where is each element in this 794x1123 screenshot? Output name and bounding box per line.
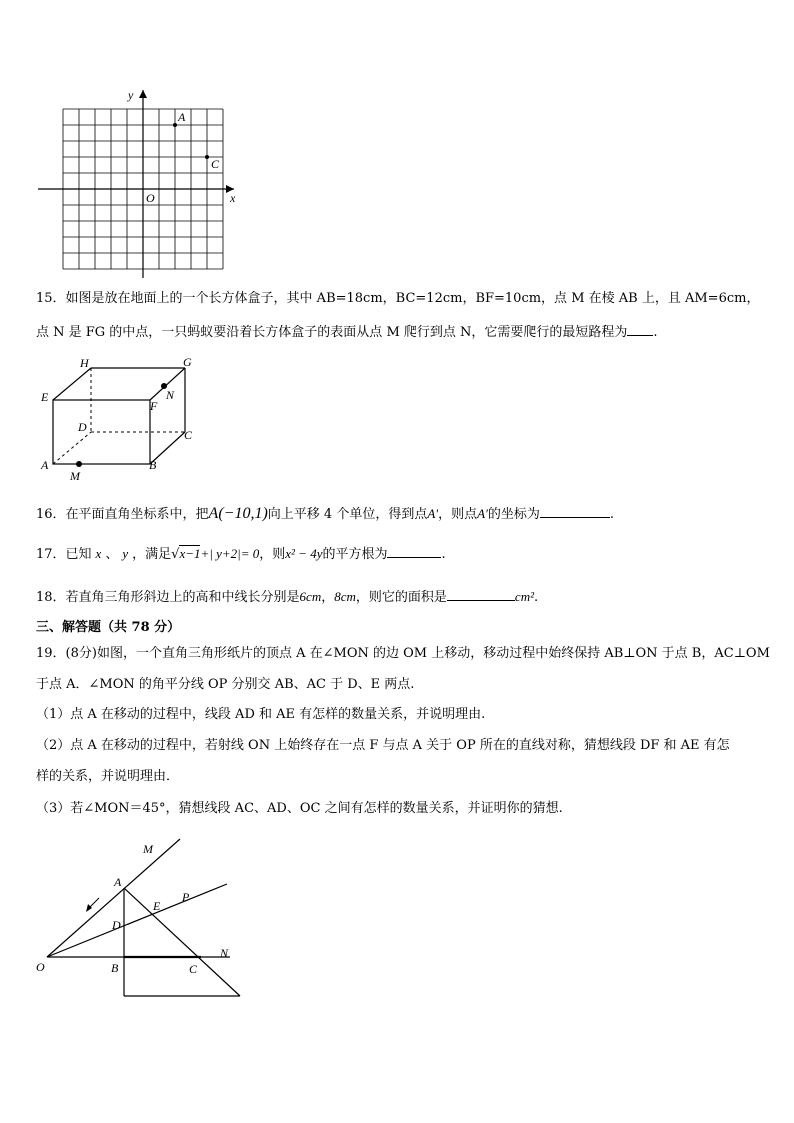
label-n: N (166, 388, 175, 402)
q18-answer-blank[interactable] (447, 588, 515, 601)
y-axis-arrow (139, 90, 147, 98)
y-axis-label: y (128, 88, 134, 102)
q17-mid: ，满足 (132, 547, 172, 562)
q18-unit: cm² (514, 589, 534, 604)
q16-mid3: 的坐标为 (487, 507, 540, 522)
q16-end: . (609, 507, 614, 522)
q19-part3: （3）若∠MON＝45°，猜想线段 AC、AD、OC 之间有怎样的数量关系，并证明你的猜想. (36, 801, 563, 816)
label-b: B (149, 458, 157, 472)
q16-point-a: A(−10,1) (208, 505, 268, 522)
label-n: N (220, 946, 229, 960)
q16 (36, 505, 614, 524)
section-3-header: 三、解答题（共 78 分） (36, 620, 181, 635)
x-axis-label: x (230, 191, 236, 205)
q16-point-a-prime: A' (427, 506, 439, 521)
point-a (173, 123, 177, 127)
q17-end: . (441, 547, 446, 562)
q17-expr: +| y+2|= 0 (200, 546, 260, 561)
origin-label: O (146, 191, 155, 205)
label-c: C (189, 962, 198, 976)
label-h: H (80, 356, 89, 370)
segment-ac (124, 888, 240, 996)
q17-sep: 、 (105, 547, 119, 562)
q16-answer-blank[interactable] (540, 505, 610, 518)
q17-var-y: y (122, 546, 129, 561)
sqrt-sign: √ (171, 547, 180, 562)
q16-mid2: ，则点 (438, 507, 478, 522)
point-c (205, 155, 209, 159)
label-m: M (70, 469, 80, 483)
q17-mid2: ，则 (259, 547, 286, 562)
label-b: B (111, 961, 119, 975)
q18-sep: ， (321, 590, 335, 605)
q17-var-x: x (95, 546, 102, 561)
label-d: D (78, 420, 87, 434)
q15-line2-text: 点 N 是 FG 的中点，一只蚂蚁要沿着长方体盒子的表面从点 M 爬行到点 N，它需要爬行的最短路程为 (36, 325, 628, 340)
coordinate-grid-figure (36, 86, 246, 281)
q17-prefix: 17．已知 (36, 547, 92, 562)
label-g: G (183, 355, 192, 369)
point-a-label: A (178, 110, 186, 124)
q17-mid3: 的平方根为 (322, 547, 388, 562)
q18-mid: ，则它的面积是 (355, 590, 447, 605)
q16-prefix: 16．在平面直角坐标系中，把 (36, 507, 209, 522)
axes (38, 90, 234, 278)
q17-radicand: x−1 (179, 546, 201, 561)
point-m (76, 461, 82, 467)
label-d: D (112, 918, 121, 932)
q18-height-value: 6cm (299, 589, 322, 604)
cuboid-figure (36, 352, 206, 484)
label-e: E (153, 899, 161, 913)
q17-answer-blank[interactable] (387, 545, 441, 558)
q15-line2 (36, 323, 658, 342)
ray-op (47, 884, 227, 957)
label-o: O (36, 960, 45, 974)
q19-part1: （1）点 A 在移动的过程中，线段 AD 和 AE 有怎样的数量关系，并说明理由. (36, 707, 486, 722)
label-m: M (143, 842, 153, 856)
label-a: A (41, 458, 49, 472)
q16-point-a-prime-2: A' (477, 506, 488, 521)
q18-end: . (533, 590, 539, 605)
q17 (36, 545, 446, 564)
q19-part2-line1: （2）点 A 在移动的过程中，若射线 ON 上始终存在一点 F 与点 A 关于 OP 所在的直线对称，猜想线段 DF 和 AE 有怎 (36, 738, 730, 753)
label-e: E (41, 390, 49, 404)
angle-triangle-figure (30, 838, 245, 1000)
label-a: A (114, 875, 122, 889)
q16-mid: 向上平移 4 个单位，得到点 (267, 507, 428, 522)
q19-line1: 19．(8分)如图，一个直角三角形纸片的顶点 A 在∠MON 的边 OM 上移动，移动过程中始终保持 AB⊥ON 于点 B，AC⊥OM (36, 646, 770, 661)
q19-line2: 于点 A．∠MON 的角平分线 OP 分别交 AB、AC 于 D、E 两点. (36, 677, 415, 692)
q15-line1: 15．如图是放在地面上的一个长方体盒子，其中 AB=18cm，BC=12cm，BF=10cm，点 M 在棱 AB 上，且 AM=6cm， (36, 291, 760, 306)
label-c: C (184, 428, 193, 442)
q18 (36, 588, 538, 607)
label-f: F (150, 399, 158, 413)
label-p: P (182, 890, 190, 904)
q19-part2-line2: 样的关系，并说明理由． (36, 769, 180, 784)
q17-expr2: x² − 4y (285, 546, 323, 561)
q15-answer-blank[interactable] (627, 323, 653, 336)
ray-om (47, 839, 180, 957)
point-c-label: C (211, 157, 220, 171)
q18-prefix: 18．若直角三角形斜边上的高和中线长分别是 (36, 590, 300, 605)
q15-end: . (653, 325, 658, 340)
q18-median-value: 8cm (334, 589, 356, 604)
